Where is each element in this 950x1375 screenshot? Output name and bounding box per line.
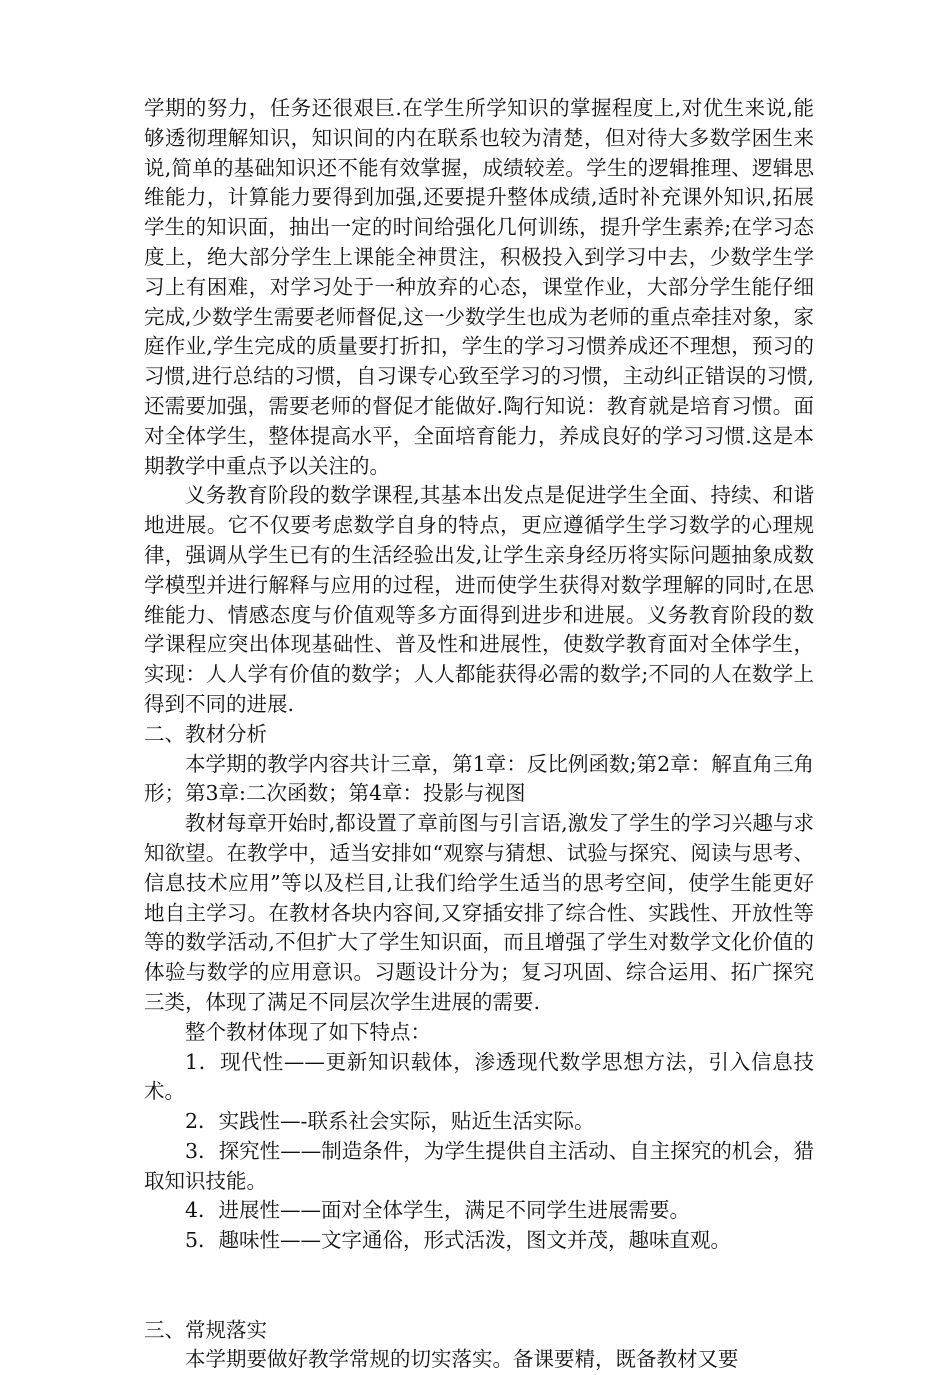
- feature-item: 3．探究性——制造条件，为学生提供自主活动、自主探究的机会，猎取知识技能。: [144, 1138, 814, 1193]
- section-heading-textbook-analysis: 二、教材分析: [144, 721, 267, 746]
- routine-paragraph: 本学期要做好教学常规的切实落实。备课要精，既备教材又要: [185, 1347, 739, 1372]
- opening-paragraph: 学期的努力，任务还很艰巨.在学生所学知识的掌握程度上,对优生来说,能够透彻理解知识，知识间的内在联系也较为清楚，但对待大多数学困生来说,简单的基础知识还不能有效掌握，成绩较差。学生的逻辑推理、逻辑思维能力，计算能力要得到加强,还要提升整体成绩,适时补充课外知识,拓展学生的知识面，抽出一定的时间给强化几何训练，提升学生素养;在学习态度上，绝大部分学生上课能全神贯注，积极投入到学习中去，少数学生学习上有困难，对学习处于一种放弃的心态，课堂作业，大部分学生能仔细完成,少数学生需要老师督促,这一少数学生也成为老师的重点牵挂对象，家庭作业,学生完成的质量要打折扣，学生的学习习惯养成还不理想，预习的习惯,进行总结的习惯，自习课专心致至学习的习惯，主动纠正错误的习惯,还需要加强，需要老师的督促才能做好.陶行知说：教育就是培育习惯。面对全体学生，整体提高水平，全面培育能力，养成良好的学习习惯.这是本期教学中重点予以关注的。: [144, 96, 814, 478]
- feature-item: 4．进展性——面对全体学生，满足不同学生进展需要。: [185, 1198, 691, 1223]
- section-heading-routine: 三、常规落实: [144, 1317, 267, 1342]
- feature-item: 5．趣味性——文字通俗，形式活泼，图文并茂，趣味直观。: [185, 1228, 732, 1253]
- chapter-design-paragraph: 教材每章开始时,都设置了章前图与引言语,激发了学生的学习兴趣与求知欲望。在教学中，适当安排如“观察与猜想、试验与探究、阅读与思考、信息技术应用”等以及栏目,让我们给学生适当的思考空间，使学生能更好地自主学习。在教材各块内容间,又穿插安排了综合性、实践性、开放性等等的数学活动,不但扩大了学生知识面，而且增强了学生对数学文化价值的体验与数学的应用意识。习题设计分为；复习巩固、综合运用、拓广探究三类，体现了满足不同层次学生进展的需要.: [144, 811, 814, 1014]
- feature-item: 1．现代性——更新知识载体，渗透现代数学思想方法，引入信息技术。: [144, 1049, 814, 1104]
- contents-paragraph: 本学期的教学内容共计三章，第1章：反比例函数;第2章：解直角三角形；第3章:二次函数；第4章：投影与视图: [144, 751, 814, 806]
- document-page: [144, 94, 814, 1375]
- curriculum-paragraph: 义务教育阶段的数学课程,其基本出发点是促进学生全面、持续、和谐地进展。它不仅要考虑数学自身的特点，更应遵循学生学习数学的心理规律，强调从学生已有的生活经验出发,让学生亲身经历将实际问题抽象成数学模型并进行解释与应用的过程，进而使学生获得对数学理解的同时,在思维能力、情感态度与价值观等多方面得到进步和进展。义务教育阶段的数学课程应突出体现基础性、普及性和进展性，使数学教育面对全体学生，实现：人人学有价值的数学；人人都能获得必需的数学;不同的人在数学上得到不同的进展.: [144, 483, 814, 716]
- feature-item: 2．实践性—-联系社会实际，贴近生活实际。: [185, 1109, 595, 1134]
- blank-space: [144, 1256, 814, 1316]
- features-intro: 整个教材体现了如下特点：: [185, 1019, 431, 1044]
